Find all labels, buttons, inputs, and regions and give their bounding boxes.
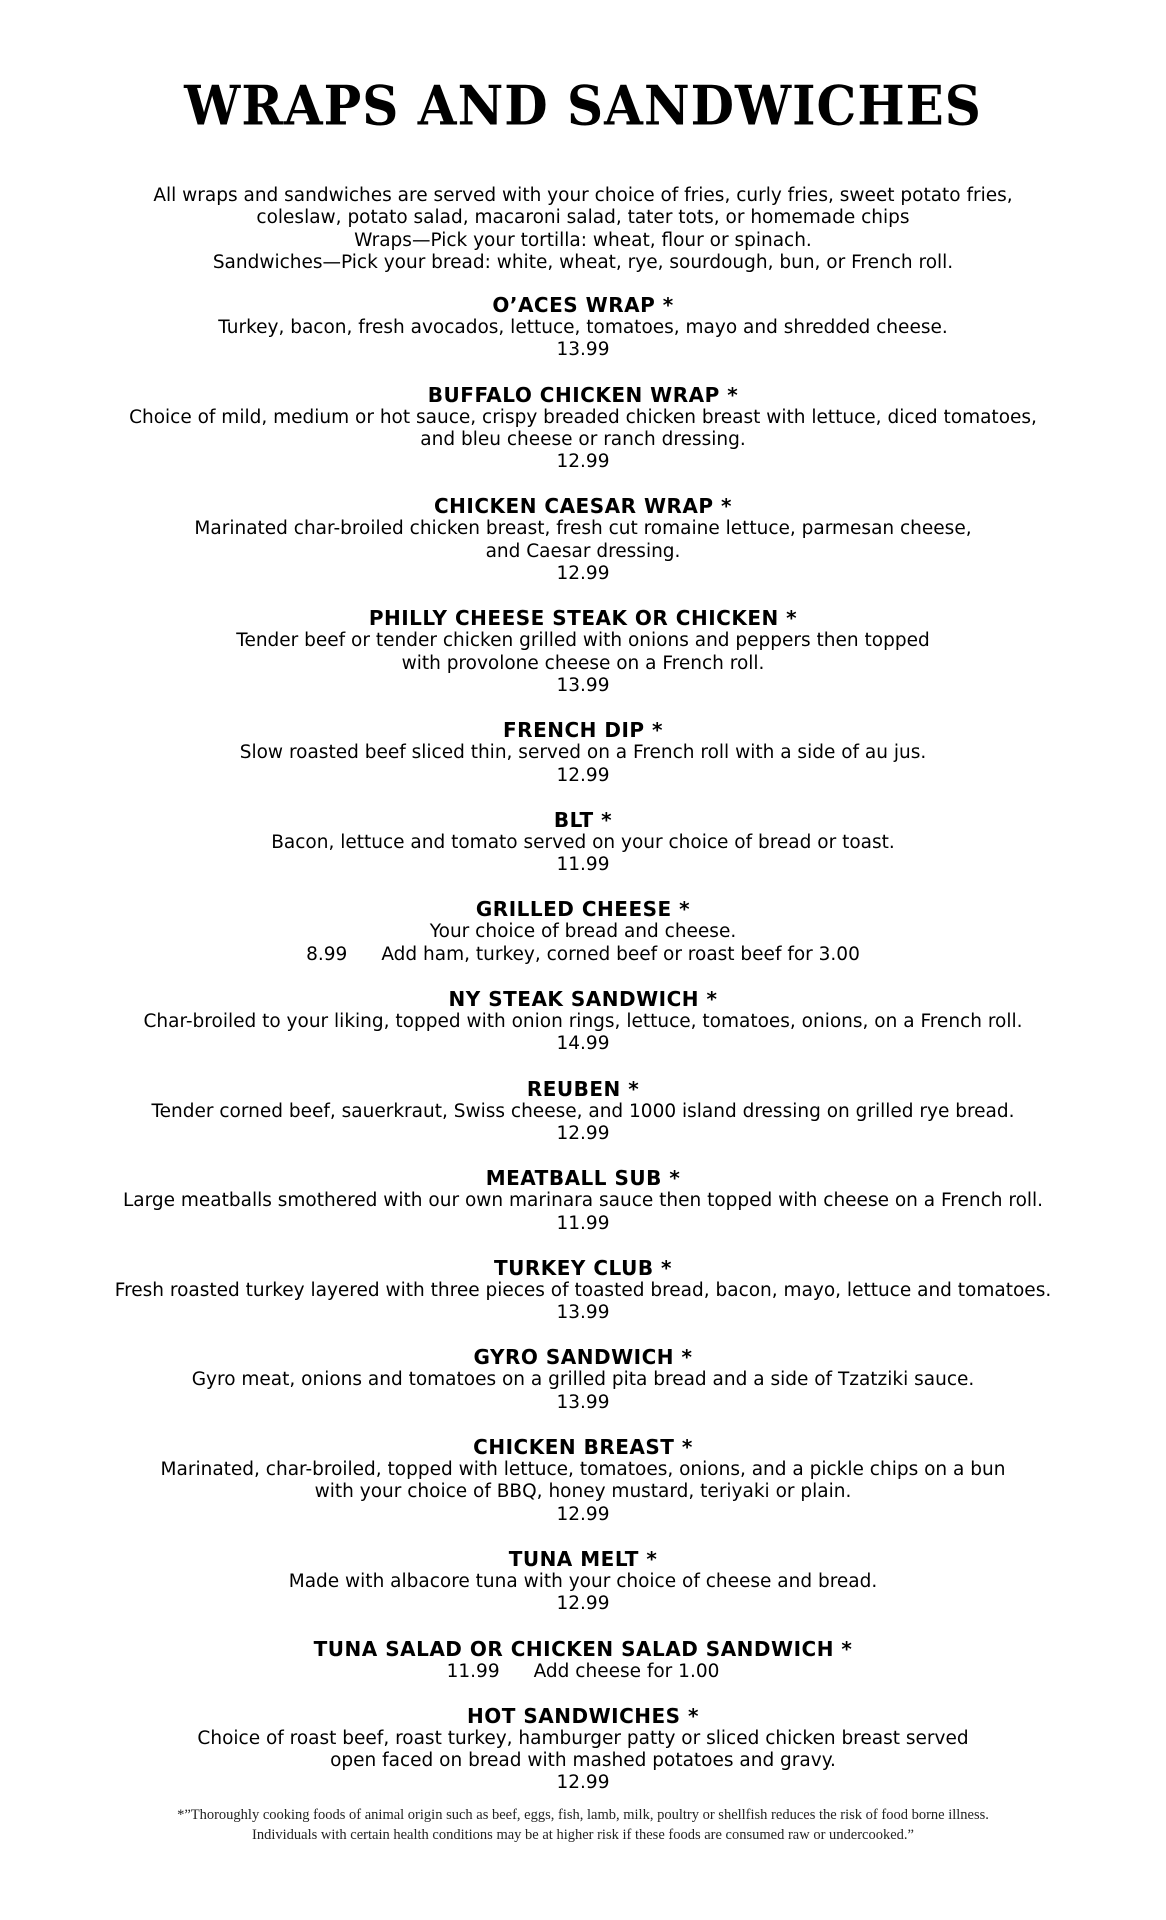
menu-item-price-line bbox=[0, 1213, 1166, 1235]
menu-item-price-line bbox=[0, 563, 1166, 585]
menu-item bbox=[0, 809, 1166, 877]
menu-item-addon: Add ham, turkey, corned beef or roast beef for 3.00 bbox=[381, 943, 860, 965]
menu-item-price-line bbox=[0, 451, 1166, 473]
menu-item-price: 8.99 bbox=[306, 943, 348, 965]
menu-item-description: Char-broiled to your liking, topped with onion rings, lettuce, tomatoes, onions, on a French roll. bbox=[143, 1011, 1023, 1033]
menu-item-price: 12.99 bbox=[556, 451, 610, 473]
menu-item-addon: Add cheese for 1.00 bbox=[533, 1660, 720, 1682]
menu-item-price-line bbox=[0, 854, 1166, 876]
menu-item bbox=[0, 1705, 1166, 1795]
menu-item-name: TURKEY CLUB * bbox=[493, 1255, 672, 1280]
menu-item-price-line bbox=[0, 944, 1166, 966]
menu-item-price: 11.99 bbox=[556, 854, 610, 876]
menu-item-price-line bbox=[0, 765, 1166, 787]
menu-item-description: Choice of roast beef, roast turkey, hamburger patty or sliced chicken breast served bbox=[197, 1727, 969, 1749]
menu-item-description: Marinated, char-broiled, topped with lettuce, tomatoes, onions, and a pickle chips on a bun bbox=[160, 1459, 1006, 1481]
menu-item-name: HOT SANDWICHES * bbox=[467, 1703, 699, 1728]
menu-item-price: 13.99 bbox=[556, 674, 610, 696]
menu-item-name: REUBEN * bbox=[526, 1076, 640, 1101]
intro-line: Wraps—Pick your tortilla: wheat, flour or spinach. bbox=[354, 229, 812, 251]
disclaimer-line: *”Thoroughly cooking foods of animal origin such as beef, eggs, fish, lamb, milk, poultry or shellfish reduces the risk of food borne illness. bbox=[177, 1807, 989, 1823]
menu-item-price: 14.99 bbox=[556, 1033, 610, 1055]
disclaimer-line: Individuals with certain health conditions may be at higher risk if these foods are consumed raw or undercooked.” bbox=[252, 1827, 914, 1843]
menu-intro bbox=[0, 185, 1166, 275]
menu-item-name: TUNA MELT * bbox=[508, 1546, 658, 1571]
menu-item bbox=[0, 607, 1166, 697]
menu-item bbox=[0, 294, 1166, 362]
menu-item-description: Gyro meat, onions and tomatoes on a grilled pita bread and a side of Tzatziki sauce. bbox=[191, 1369, 975, 1391]
menu-item-price: 12.99 bbox=[556, 1503, 610, 1525]
menu-item-price-line bbox=[0, 1661, 1166, 1683]
menu-item-description: and bleu cheese or ranch dressing. bbox=[420, 428, 746, 450]
menu-item-price-line bbox=[0, 1123, 1166, 1145]
menu-item-description: Bacon, lettuce and tomato served on your choice of bread or toast. bbox=[271, 831, 895, 853]
menu-item-name: FRENCH DIP * bbox=[503, 718, 663, 743]
menu-item-description: with provolone cheese on a French roll. bbox=[401, 652, 765, 674]
menu-item-name: MEATBALL SUB * bbox=[485, 1166, 681, 1191]
menu-item-description: Large meatballs smothered with our own marinara sauce then topped with cheese on a French roll. bbox=[122, 1190, 1044, 1212]
menu-item-description: with your choice of BBQ, honey mustard, teriyaki or plain. bbox=[314, 1481, 852, 1503]
menu-item-price: 13.99 bbox=[556, 1302, 610, 1324]
menu-item-price-line bbox=[0, 1302, 1166, 1324]
menu-item bbox=[0, 1078, 1166, 1146]
menu-item bbox=[0, 1167, 1166, 1235]
menu-item-price-line bbox=[0, 675, 1166, 697]
menu-item-price-line bbox=[0, 1033, 1166, 1055]
page-title: WRAPS AND SANDWICHES bbox=[184, 73, 982, 138]
menu-item-description: Your choice of bread and cheese. bbox=[429, 921, 737, 943]
menu-item-price-line bbox=[0, 1593, 1166, 1615]
menu-item-name: GYRO SANDWICH * bbox=[473, 1345, 693, 1370]
menu-item bbox=[0, 1638, 1166, 1683]
menu-item-description: Turkey, bacon, fresh avocados, lettuce, tomatoes, mayo and shredded cheese. bbox=[218, 317, 948, 338]
menu-item-name: TUNA SALAD OR CHICKEN SALAD SANDWICH * bbox=[313, 1636, 853, 1661]
menu-item-list bbox=[0, 294, 1166, 1817]
menu-item-name: O’ACES WRAP * bbox=[492, 293, 674, 317]
menu-item-price: 11.99 bbox=[446, 1660, 500, 1682]
intro-line: All wraps and sandwiches are served with your choice of fries, curly fries, sweet potato fries, bbox=[153, 185, 1013, 206]
menu-item bbox=[0, 384, 1166, 474]
intro-line: Sandwiches—Pick your bread: white, wheat, rye, sourdough, bun, or French roll. bbox=[212, 252, 954, 274]
menu-item-price: 13.99 bbox=[556, 339, 610, 361]
menu-item-description: and Caesar dressing. bbox=[485, 540, 681, 562]
menu-item-price-line bbox=[0, 1504, 1166, 1526]
menu-item-name: CHICKEN BREAST * bbox=[473, 1435, 693, 1460]
menu-item bbox=[0, 1436, 1166, 1526]
menu-item-price: 12.99 bbox=[556, 1122, 610, 1144]
menu-item-description: Fresh roasted turkey layered with three pieces of toasted bread, bacon, mayo, lettuce and tomatoes. bbox=[114, 1279, 1052, 1301]
menu-item-price-line bbox=[0, 339, 1166, 361]
menu-item-description: Marinated char-broiled chicken breast, fresh cut romaine lettuce, parmesan cheese, bbox=[194, 518, 972, 540]
menu-item bbox=[0, 988, 1166, 1056]
intro-line: coleslaw, potato salad, macaroni salad, tater tots, or homemade chips bbox=[256, 207, 910, 229]
menu-item-price: 12.99 bbox=[556, 1593, 610, 1615]
menu-item-price-line bbox=[0, 1772, 1166, 1794]
menu-item-name: CHICKEN CAESAR WRAP * bbox=[434, 494, 732, 519]
menu-item-description: Slow roasted beef sliced thin, served on a French roll with a side of au jus. bbox=[239, 742, 927, 764]
menu-item bbox=[0, 495, 1166, 585]
menu-item-description: Tender beef or tender chicken grilled with onions and peppers then topped bbox=[236, 630, 930, 652]
menu-item-price: 13.99 bbox=[556, 1391, 610, 1413]
menu-item-price: 11.99 bbox=[556, 1212, 610, 1234]
menu-item-price: 12.99 bbox=[556, 563, 610, 585]
menu-item bbox=[0, 1548, 1166, 1616]
menu-item bbox=[0, 1257, 1166, 1325]
menu-item-price: 12.99 bbox=[556, 1772, 610, 1794]
menu-item-name: NY STEAK SANDWICH * bbox=[448, 987, 718, 1012]
menu-item-description: Tender corned beef, sauerkraut, Swiss cheese, and 1000 island dressing on grilled rye bread. bbox=[151, 1100, 1015, 1122]
menu-item-name: BUFFALO CHICKEN WRAP * bbox=[427, 382, 739, 407]
menu-item bbox=[0, 1346, 1166, 1414]
menu-item-name: PHILLY CHEESE STEAK OR CHICKEN * bbox=[368, 606, 798, 631]
menu-item-price: 12.99 bbox=[556, 764, 610, 786]
menu-item bbox=[0, 898, 1166, 966]
menu-item-name: GRILLED CHEESE * bbox=[475, 897, 691, 922]
menu-item-price-line bbox=[0, 1392, 1166, 1414]
menu-item bbox=[0, 719, 1166, 787]
health-disclaimer bbox=[0, 1805, 1166, 1845]
menu-item-description: Made with albacore tuna with your choice of cheese and bread. bbox=[288, 1570, 878, 1592]
menu-item-description: Choice of mild, medium or hot sauce, crispy breaded chicken breast with lettuce, diced tomatoes, bbox=[129, 406, 1037, 428]
menu-item-name: BLT * bbox=[553, 807, 613, 832]
menu-item-description: open faced on bread with mashed potatoes and gravy. bbox=[330, 1750, 836, 1772]
